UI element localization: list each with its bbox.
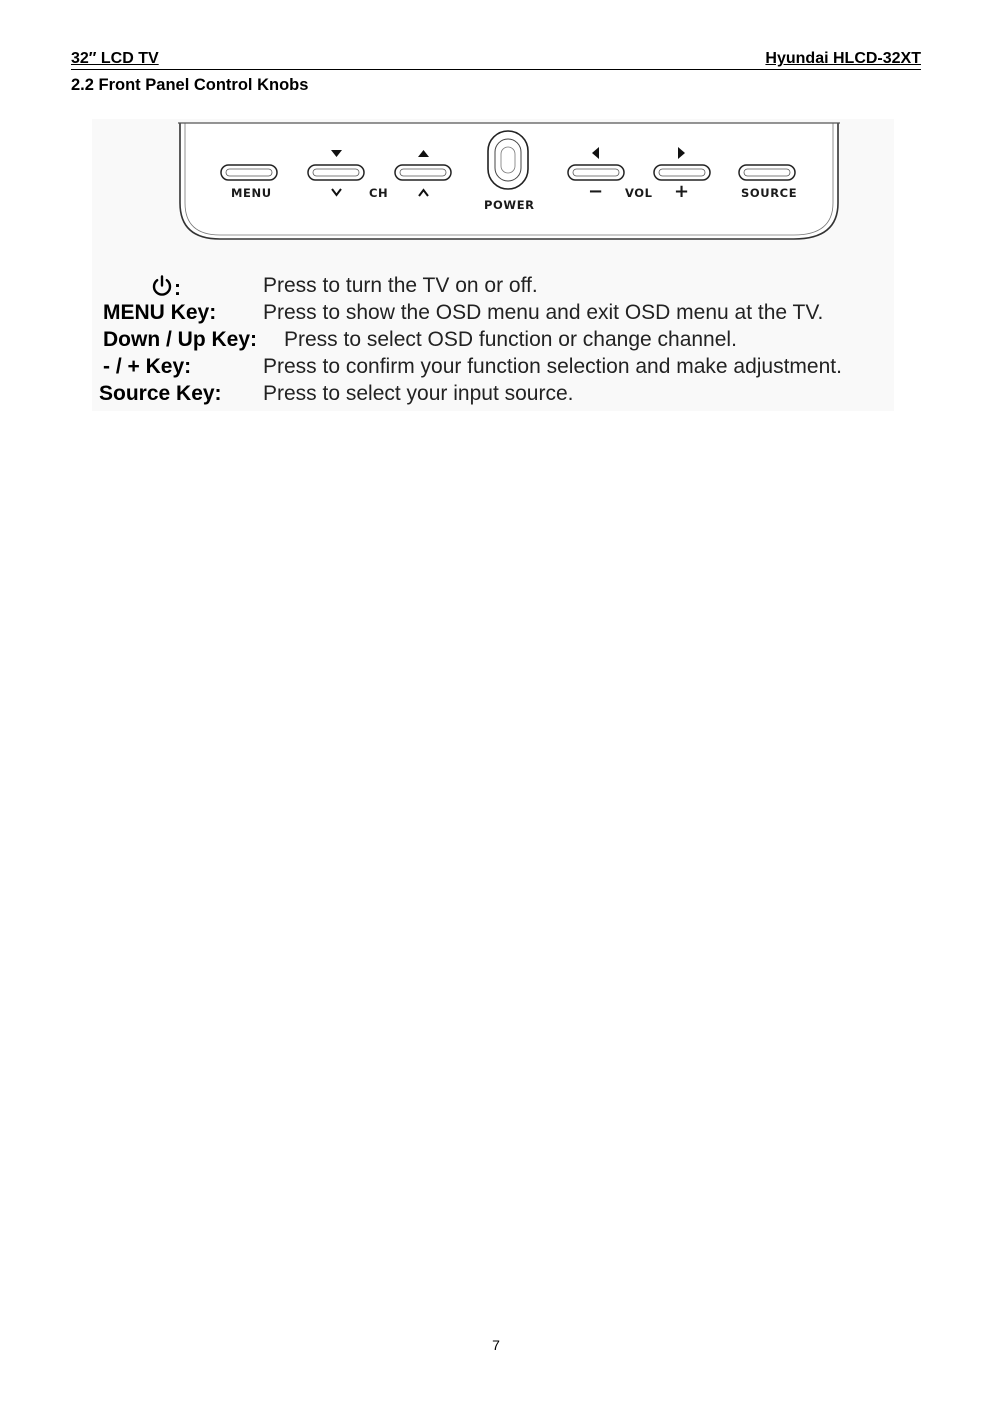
desc-key-menu: MENU Key: <box>103 301 217 324</box>
desc-text-power: Press to turn the TV on or off. <box>263 274 538 297</box>
source-button[interactable] <box>739 165 795 180</box>
page-header <box>71 49 921 70</box>
desc-key-power <box>150 274 181 301</box>
desc-text-down-up: Press to select OSD function or change channel. <box>284 328 737 351</box>
desc-row-source <box>92 382 894 408</box>
desc-key-down-up: Down / Up Key: <box>103 328 258 351</box>
header-model-type: 32″ LCD TV <box>71 50 159 67</box>
minus-label: − <box>588 181 604 202</box>
power-icon <box>150 274 174 298</box>
volume-up-button[interactable] <box>654 165 710 180</box>
desc-row-down-up <box>92 328 894 354</box>
ch-label: CH <box>369 186 389 200</box>
desc-text-source: Press to select your input source. <box>263 382 574 405</box>
desc-key-minus-plus: - / + Key: <box>103 355 192 378</box>
header-model-name: Hyundai HLCD-32XT <box>765 50 921 67</box>
source-label: SOURCE <box>741 186 798 200</box>
desc-row-power <box>92 274 894 300</box>
menu-button[interactable] <box>221 165 277 180</box>
channel-up-button[interactable] <box>395 165 451 180</box>
vol-label: VOL <box>625 186 653 200</box>
desc-text-menu: Press to show the OSD menu and exit OSD menu at the TV. <box>263 301 824 324</box>
section-title: 2.2 Front Panel Control Knobs <box>71 76 309 94</box>
front-panel-figure <box>92 119 894 411</box>
desc-key-power-colon: : <box>174 277 181 300</box>
desc-row-minus-plus <box>92 355 894 381</box>
menu-label: MENU <box>231 186 272 200</box>
volume-down-button[interactable] <box>568 165 624 180</box>
desc-row-menu <box>92 301 894 327</box>
power-button[interactable] <box>488 131 528 189</box>
plus-label: + <box>674 181 690 202</box>
page-number: 7 <box>492 1337 500 1353</box>
power-label: POWER <box>484 198 535 212</box>
channel-down-button[interactable] <box>308 165 364 180</box>
desc-key-source: Source Key: <box>99 382 222 405</box>
desc-text-minus-plus: Press to confirm your function selection and make adjustment. <box>263 355 842 378</box>
